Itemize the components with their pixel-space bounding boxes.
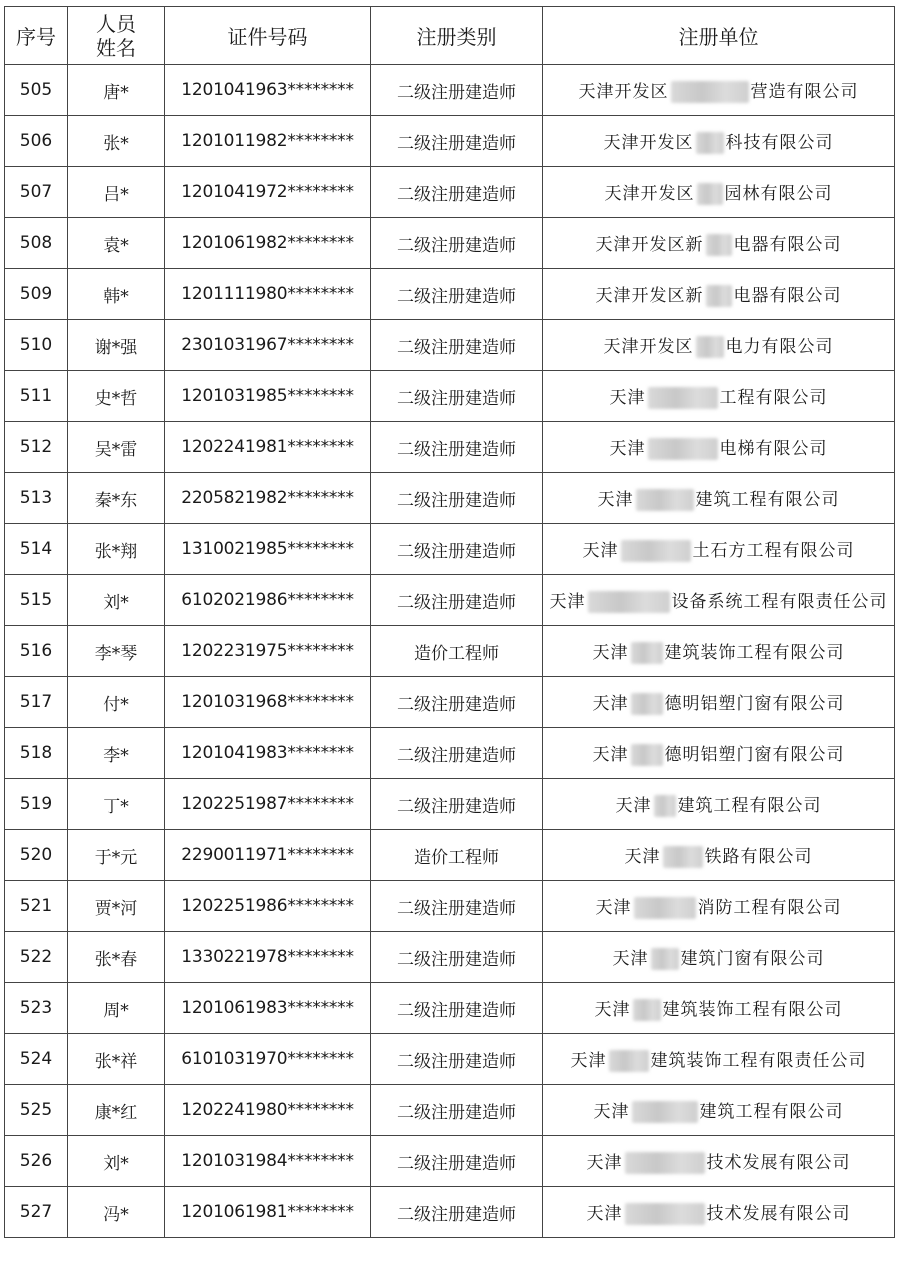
registration-unit	[543, 1136, 895, 1187]
registration-category: 二级注册建造师	[371, 167, 543, 218]
unit-suffix: 科技有限公司	[725, 132, 834, 153]
person-name: 刘*	[68, 575, 165, 626]
person-name: 李*	[68, 728, 165, 779]
table-row	[5, 320, 895, 371]
unit-suffix: 建筑装饰工程有限公司	[662, 999, 843, 1020]
id-number: 1201061982********	[165, 218, 371, 269]
person-name: 袁*	[68, 218, 165, 269]
table-row	[5, 1187, 895, 1238]
person-name: 韩*	[68, 269, 165, 320]
redaction-blur	[696, 132, 724, 154]
unit-suffix: 建筑工程有限公司	[695, 489, 840, 510]
registration-table	[4, 6, 895, 1238]
registration-unit	[543, 830, 895, 881]
unit-prefix: 天津开发区	[604, 183, 695, 204]
table-header	[5, 7, 895, 65]
unit-prefix: 天津	[592, 693, 629, 714]
header-name-line1: 人员	[96, 11, 136, 36]
unit-prefix: 天津开发区新	[595, 234, 704, 255]
redaction-blur	[632, 1101, 698, 1123]
unit-suffix: 德明铝塑门窗有限公司	[664, 744, 845, 765]
registration-unit	[543, 422, 895, 473]
registration-unit	[543, 1034, 895, 1085]
table-row	[5, 422, 895, 473]
redaction-blur	[625, 1203, 705, 1225]
unit-prefix: 天津	[592, 744, 629, 765]
table-row	[5, 167, 895, 218]
registration-unit	[543, 626, 895, 677]
person-name: 张*春	[68, 932, 165, 983]
id-number: 1330221978********	[165, 932, 371, 983]
unit-prefix: 天津开发区新	[595, 285, 704, 306]
header-unit: 注册单位	[543, 7, 895, 65]
registration-unit	[543, 983, 895, 1034]
header-category: 注册类别	[371, 7, 543, 65]
unit-prefix: 天津	[609, 387, 646, 408]
id-number: 1201031985********	[165, 371, 371, 422]
row-no: 505	[5, 65, 68, 116]
id-number: 1201011982********	[165, 116, 371, 167]
person-name: 付*	[68, 677, 165, 728]
registration-category: 二级注册建造师	[371, 218, 543, 269]
registration-category: 二级注册建造师	[371, 983, 543, 1034]
id-number: 2290011971********	[165, 830, 371, 881]
unit-prefix: 天津	[624, 846, 661, 867]
unit-suffix: 土石方工程有限公司	[692, 540, 855, 561]
id-number: 1202241980********	[165, 1085, 371, 1136]
table-row	[5, 677, 895, 728]
redaction-blur	[631, 744, 663, 766]
unit-suffix: 电器有限公司	[733, 234, 842, 255]
registration-unit	[543, 524, 895, 575]
unit-suffix: 技术发展有限公司	[706, 1152, 851, 1173]
id-number: 1201061983********	[165, 983, 371, 1034]
person-name: 周*	[68, 983, 165, 1034]
redaction-blur	[648, 387, 718, 409]
unit-suffix: 设备系统工程有限责任公司	[671, 591, 888, 612]
id-number: 1201041963********	[165, 65, 371, 116]
table-row	[5, 1136, 895, 1187]
row-no: 509	[5, 269, 68, 320]
row-no: 519	[5, 779, 68, 830]
person-name: 秦*东	[68, 473, 165, 524]
redaction-blur	[648, 438, 718, 460]
redaction-blur	[634, 897, 696, 919]
registration-category: 二级注册建造师	[371, 116, 543, 167]
redaction-blur	[651, 948, 679, 970]
row-no: 525	[5, 1085, 68, 1136]
redaction-blur	[663, 846, 703, 868]
table-row	[5, 269, 895, 320]
registration-category: 二级注册建造师	[371, 1034, 543, 1085]
table-body	[5, 65, 895, 1238]
unit-prefix: 天津开发区	[603, 132, 694, 153]
row-no: 516	[5, 626, 68, 677]
unit-suffix: 电力有限公司	[725, 336, 834, 357]
registration-category: 二级注册建造师	[371, 422, 543, 473]
person-name: 刘*	[68, 1136, 165, 1187]
unit-prefix: 天津	[549, 591, 586, 612]
id-number: 1310021985********	[165, 524, 371, 575]
row-no: 512	[5, 422, 68, 473]
registration-category: 造价工程师	[371, 626, 543, 677]
id-number: 1202251987********	[165, 779, 371, 830]
unit-prefix: 天津	[586, 1152, 623, 1173]
registration-unit	[543, 320, 895, 371]
id-number: 2205821982********	[165, 473, 371, 524]
row-no: 517	[5, 677, 68, 728]
registration-unit	[543, 167, 895, 218]
redaction-blur	[706, 285, 732, 307]
table-row	[5, 116, 895, 167]
person-name: 张*翔	[68, 524, 165, 575]
table-row	[5, 575, 895, 626]
id-number: 1201031968********	[165, 677, 371, 728]
registration-unit	[543, 677, 895, 728]
unit-prefix: 天津	[593, 1101, 630, 1122]
registration-category: 二级注册建造师	[371, 728, 543, 779]
person-name: 康*红	[68, 1085, 165, 1136]
registration-unit	[543, 881, 895, 932]
registration-category: 二级注册建造师	[371, 575, 543, 626]
person-name: 张*	[68, 116, 165, 167]
registration-unit	[543, 575, 895, 626]
row-no: 527	[5, 1187, 68, 1238]
id-number: 1201041983********	[165, 728, 371, 779]
registration-unit	[543, 779, 895, 830]
registration-unit	[543, 269, 895, 320]
registration-category: 二级注册建造师	[371, 1136, 543, 1187]
unit-suffix: 电器有限公司	[733, 285, 842, 306]
person-name: 唐*	[68, 65, 165, 116]
unit-suffix: 电梯有限公司	[719, 438, 828, 459]
unit-prefix: 天津开发区	[578, 81, 669, 102]
row-no: 523	[5, 983, 68, 1034]
registration-unit	[543, 728, 895, 779]
person-name: 谢*强	[68, 320, 165, 371]
row-no: 521	[5, 881, 68, 932]
person-name: 李*琴	[68, 626, 165, 677]
registration-category: 二级注册建造师	[371, 932, 543, 983]
registration-category: 二级注册建造师	[371, 779, 543, 830]
unit-prefix: 天津	[570, 1050, 607, 1071]
registration-unit	[543, 1085, 895, 1136]
registration-category: 二级注册建造师	[371, 677, 543, 728]
unit-suffix: 建筑门窗有限公司	[680, 948, 825, 969]
unit-prefix: 天津	[615, 795, 652, 816]
unit-suffix: 建筑工程有限公司	[699, 1101, 844, 1122]
id-number: 1202231975********	[165, 626, 371, 677]
unit-prefix: 天津	[582, 540, 619, 561]
registration-category: 造价工程师	[371, 830, 543, 881]
header-name-line2: 姓名	[96, 35, 136, 60]
id-number: 1201041972********	[165, 167, 371, 218]
redaction-blur	[706, 234, 732, 256]
unit-suffix: 德明铝塑门窗有限公司	[664, 693, 845, 714]
redaction-blur	[609, 1050, 649, 1072]
unit-suffix: 建筑装饰工程有限责任公司	[650, 1050, 867, 1071]
unit-suffix: 建筑装饰工程有限公司	[664, 642, 845, 663]
redaction-blur	[636, 489, 694, 511]
row-no: 511	[5, 371, 68, 422]
registration-category: 二级注册建造师	[371, 524, 543, 575]
id-number: 1202241981********	[165, 422, 371, 473]
id-number: 6101031970********	[165, 1034, 371, 1085]
redaction-blur	[696, 336, 724, 358]
id-number: 1201061981********	[165, 1187, 371, 1238]
row-no: 520	[5, 830, 68, 881]
table-row	[5, 1085, 895, 1136]
row-no: 526	[5, 1136, 68, 1187]
person-name: 丁*	[68, 779, 165, 830]
table-row	[5, 830, 895, 881]
registration-category: 二级注册建造师	[371, 1085, 543, 1136]
registration-category: 二级注册建造师	[371, 320, 543, 371]
registration-category: 二级注册建造师	[371, 269, 543, 320]
id-number: 1201111980********	[165, 269, 371, 320]
row-no: 508	[5, 218, 68, 269]
person-name: 史*哲	[68, 371, 165, 422]
row-no: 510	[5, 320, 68, 371]
redaction-blur	[631, 693, 663, 715]
unit-suffix: 营造有限公司	[750, 81, 859, 102]
unit-prefix: 天津	[592, 642, 629, 663]
registration-unit	[543, 473, 895, 524]
person-name: 吕*	[68, 167, 165, 218]
person-name: 贾*河	[68, 881, 165, 932]
unit-prefix: 天津	[595, 897, 632, 918]
unit-suffix: 工程有限公司	[719, 387, 828, 408]
redaction-blur	[588, 591, 670, 613]
redaction-blur	[671, 81, 749, 103]
table-row	[5, 65, 895, 116]
row-no: 518	[5, 728, 68, 779]
registration-category: 二级注册建造师	[371, 881, 543, 932]
registration-unit	[543, 1187, 895, 1238]
table-row	[5, 1034, 895, 1085]
id-number: 1202251986********	[165, 881, 371, 932]
table-row	[5, 371, 895, 422]
id-number: 6102021986********	[165, 575, 371, 626]
redaction-blur	[697, 183, 723, 205]
table-row	[5, 932, 895, 983]
redaction-blur	[633, 999, 661, 1021]
unit-suffix: 消防工程有限公司	[697, 897, 842, 918]
row-no: 507	[5, 167, 68, 218]
registration-category: 二级注册建造师	[371, 473, 543, 524]
row-no: 506	[5, 116, 68, 167]
registration-unit	[543, 932, 895, 983]
table-row	[5, 983, 895, 1034]
row-no: 514	[5, 524, 68, 575]
registration-unit	[543, 218, 895, 269]
header-id: 证件号码	[165, 7, 371, 65]
person-name: 吴*雷	[68, 422, 165, 473]
redaction-blur	[621, 540, 691, 562]
registration-category: 二级注册建造师	[371, 371, 543, 422]
table-row	[5, 728, 895, 779]
registration-category: 二级注册建造师	[371, 65, 543, 116]
unit-prefix: 天津开发区	[603, 336, 694, 357]
header-name	[68, 7, 165, 65]
row-no: 513	[5, 473, 68, 524]
unit-prefix: 天津	[597, 489, 634, 510]
table-row	[5, 779, 895, 830]
header-no: 序号	[5, 7, 68, 65]
registration-category: 二级注册建造师	[371, 1187, 543, 1238]
unit-prefix: 天津	[586, 1203, 623, 1224]
header-row	[5, 7, 895, 65]
registration-unit	[543, 116, 895, 167]
person-name: 冯*	[68, 1187, 165, 1238]
table-row	[5, 524, 895, 575]
row-no: 524	[5, 1034, 68, 1085]
unit-suffix: 建筑工程有限公司	[677, 795, 822, 816]
person-name: 于*元	[68, 830, 165, 881]
unit-suffix: 铁路有限公司	[704, 846, 813, 867]
redaction-blur	[654, 795, 676, 817]
registration-unit	[543, 65, 895, 116]
redaction-blur	[631, 642, 663, 664]
unit-suffix: 园林有限公司	[724, 183, 833, 204]
person-name: 张*祥	[68, 1034, 165, 1085]
unit-suffix: 技术发展有限公司	[706, 1203, 851, 1224]
id-number: 2301031967********	[165, 320, 371, 371]
table-row	[5, 218, 895, 269]
table-row	[5, 473, 895, 524]
row-no: 522	[5, 932, 68, 983]
registration-unit	[543, 371, 895, 422]
unit-prefix: 天津	[609, 438, 646, 459]
redaction-blur	[625, 1152, 705, 1174]
table-row	[5, 626, 895, 677]
row-no: 515	[5, 575, 68, 626]
unit-prefix: 天津	[594, 999, 631, 1020]
id-number: 1201031984********	[165, 1136, 371, 1187]
unit-prefix: 天津	[612, 948, 649, 969]
table-row	[5, 881, 895, 932]
